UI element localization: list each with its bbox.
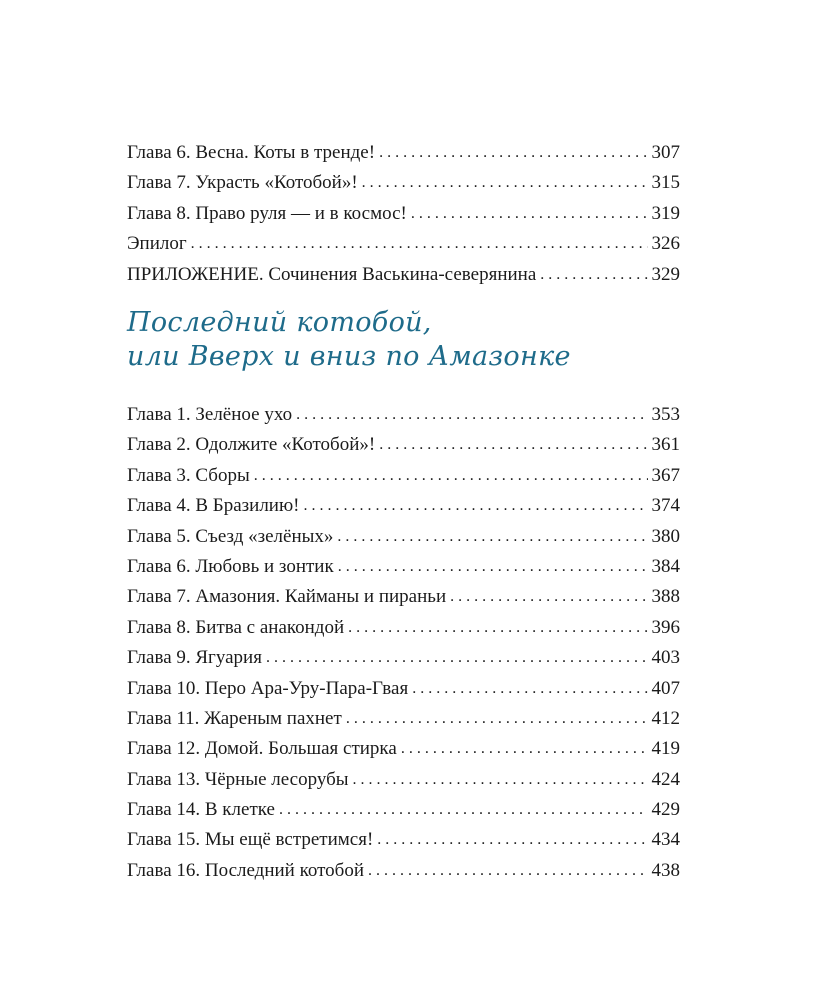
toc-entry-page: 353 [651, 404, 680, 425]
toc-entry-page: 412 [651, 707, 680, 729]
toc-entry [127, 552, 680, 582]
toc-entry-page: 384 [651, 555, 680, 577]
toc-dot-leader [303, 491, 647, 521]
toc-entry [127, 461, 680, 491]
toc-entry-page: 367 [651, 464, 680, 486]
toc-entry [127, 704, 680, 734]
toc-dot-leader [191, 229, 648, 259]
toc-entry-title: Глава 15. Мы ещё встретимся! [127, 829, 374, 851]
toc-entry-page: 374 [651, 495, 680, 517]
toc-entry [127, 613, 680, 643]
toc-entry [127, 856, 680, 886]
toc-entry-page: 319 [651, 202, 680, 224]
toc-entry-title: Глава 7. Украсть «Котобой»! [127, 172, 358, 194]
toc-dot-leader [266, 643, 648, 673]
section-heading-line2: или Вверх и вниз по Амазонке [127, 341, 571, 372]
toc-entry-page: 429 [651, 799, 680, 821]
toc-entry-page: 438 [651, 859, 680, 881]
toc-entry-title: Эпилог [127, 233, 187, 255]
toc-entry [127, 734, 680, 764]
toc-entry [127, 168, 680, 198]
toc-entry [127, 795, 680, 825]
toc-entry [127, 522, 680, 552]
toc-dot-leader [377, 825, 647, 855]
toc-dot-leader [450, 582, 647, 612]
toc-dot-leader [338, 552, 648, 582]
toc-dot-leader [368, 856, 648, 886]
toc-entry-title: Глава 10. Перо Ара-Уру-Пара-Гвая [127, 677, 409, 699]
toc-entry [127, 674, 680, 704]
toc-entry [127, 400, 680, 430]
toc-entry-title: Глава 5. Съезд «зелёных» [127, 525, 334, 547]
toc-entry-page: 380 [651, 525, 680, 547]
toc-entry [127, 491, 680, 521]
toc-list-top [127, 138, 680, 290]
toc-entry-title: ПРИЛОЖЕНИЕ. Сочинения Васькина-северянина [127, 263, 537, 285]
toc-entry-page: 396 [651, 616, 680, 638]
toc-entry-title: Глава 13. Чёрные лесорубы [127, 768, 349, 790]
toc-entry-page: 424 [651, 768, 680, 790]
toc-dot-leader [348, 613, 647, 643]
section-heading [127, 306, 727, 374]
toc-entry-title: Глава 7. Амазония. Кайманы и пираньи [127, 586, 447, 608]
toc-entry-page: 315 [651, 172, 680, 194]
toc-entry-title: Глава 4. В Бразилию! [127, 495, 300, 517]
toc-entry [127, 765, 680, 795]
toc-entry-title: Глава 6. Весна. Коты в тренде! [127, 142, 376, 163]
toc-dot-leader [254, 461, 648, 491]
toc-dot-leader [337, 522, 647, 552]
section-heading-line1: Последний котобой, [127, 307, 432, 338]
toc-list-bottom [127, 400, 680, 886]
toc-entry-page: 329 [651, 263, 680, 285]
toc-entry-title: Глава 2. Одолжите «Котобой»! [127, 434, 376, 456]
toc-entry-title: Глава 16. Последний котобой [127, 859, 364, 881]
toc-dot-leader [412, 674, 647, 704]
toc-dot-leader [346, 704, 648, 734]
toc-entry-page: 434 [651, 829, 680, 851]
toc-entry [127, 260, 680, 290]
toc-dot-leader [279, 795, 648, 825]
toc-entry-title: Глава 8. Битва с анакондой [127, 616, 345, 638]
toc-entry-title: Глава 9. Ягуария [127, 647, 262, 669]
toc-entry-page: 419 [651, 738, 680, 760]
toc-entry-page: 307 [651, 142, 680, 163]
toc-entry [127, 643, 680, 673]
toc-dot-leader [379, 430, 647, 460]
toc-entry [127, 825, 680, 855]
toc-dot-leader [362, 168, 648, 198]
toc-dot-leader [401, 734, 648, 764]
toc-entry-title: Глава 11. Жареным пахнет [127, 707, 342, 729]
toc-entry-title: Глава 3. Сборы [127, 464, 250, 486]
toc-entry [127, 582, 680, 612]
toc-entry [127, 229, 680, 259]
toc-entry-title: Глава 6. Любовь и зонтик [127, 555, 334, 577]
toc-dot-leader [379, 138, 647, 168]
toc-dot-leader [411, 199, 648, 229]
toc-dot-leader [353, 765, 648, 795]
toc-entry [127, 199, 680, 229]
toc-entry-page: 388 [651, 586, 680, 608]
toc-entry-title: Глава 14. В клетке [127, 799, 275, 821]
toc-entry-title: Глава 12. Домой. Большая стирка [127, 738, 397, 760]
toc-dot-leader [296, 400, 647, 430]
toc-entry-title: Глава 8. Право руля — и в космос! [127, 202, 407, 224]
toc-dot-leader [540, 260, 647, 290]
toc-entry [127, 430, 680, 460]
toc-entry-page: 407 [651, 677, 680, 699]
toc-entry [127, 138, 680, 168]
toc-entry-page: 326 [651, 233, 680, 255]
toc-entry-page: 403 [651, 647, 680, 669]
toc-entry-title: Глава 1. Зелёное ухо [127, 404, 293, 425]
toc-entry-page: 361 [651, 434, 680, 456]
